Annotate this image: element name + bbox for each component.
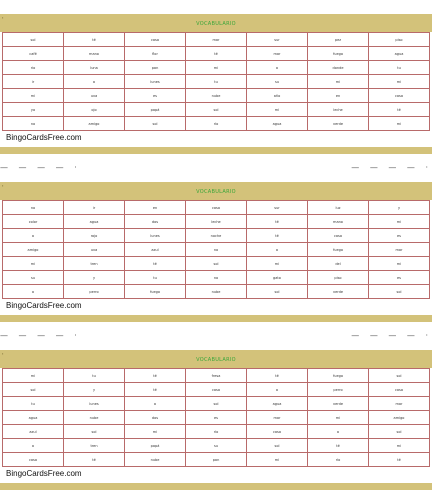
grid-cell: y <box>64 271 125 285</box>
grid-cell: pan <box>125 61 186 75</box>
grid-cell: y <box>64 383 125 397</box>
grid-cell: verde <box>308 117 369 131</box>
grid-cell: té <box>64 33 125 47</box>
grid-cell: mi <box>369 215 430 229</box>
grid-cell: su <box>186 439 247 453</box>
grid-cell: lunes <box>125 229 186 243</box>
grid-cell: mi <box>186 61 247 75</box>
grid-cell: sol <box>369 285 430 299</box>
card-title: VOCABULARIO <box>196 21 236 27</box>
grid-cell: mano <box>64 47 125 61</box>
grid-cell: sol <box>186 103 247 117</box>
card-body <box>0 32 432 147</box>
grid-row <box>3 397 430 411</box>
grid-cell: mi <box>369 117 430 131</box>
grid-cell: mar <box>369 397 430 411</box>
grid-cell: flor <box>125 47 186 61</box>
grid-cell: a <box>247 383 308 397</box>
grid-row <box>3 75 430 89</box>
grid-row <box>3 61 430 75</box>
grid-cell: tu <box>125 271 186 285</box>
bingo-card-3 <box>0 350 432 490</box>
grid-cell: perro <box>308 383 369 397</box>
grid-cell: sol <box>247 285 308 299</box>
card-footer: BingoCardsFree.com <box>6 133 82 142</box>
grid-cell: su <box>3 271 64 285</box>
card-title: VOCABULARIO <box>196 357 236 363</box>
grid-row <box>3 243 430 257</box>
grid-cell: mi <box>247 453 308 467</box>
card-title: VOCABULARIO <box>196 189 236 195</box>
grid-cell: mi <box>369 257 430 271</box>
grid-row <box>3 33 430 47</box>
grid-cell: es <box>186 411 247 425</box>
grid-cell: fuego <box>125 285 186 299</box>
grid-cell: agua <box>247 397 308 411</box>
grid-cell: es <box>369 229 430 243</box>
grid-cell: año <box>247 89 308 103</box>
grid-cell: a <box>308 425 369 439</box>
grid-cell: casa <box>3 453 64 467</box>
grid-cell: agua <box>64 215 125 229</box>
grid-cell: y <box>369 201 430 215</box>
grid-cell: té <box>125 369 186 383</box>
grid-cell: té <box>125 383 186 397</box>
grid-cell: río <box>186 117 247 131</box>
grid-cell: té <box>247 229 308 243</box>
bingo-card-2 <box>0 182 432 322</box>
grid-cell: leche <box>308 103 369 117</box>
cut-line <box>0 332 432 340</box>
grid-row <box>3 425 430 439</box>
grid-cell: verde <box>308 397 369 411</box>
bingo-card-1 <box>0 14 432 154</box>
corner-mark: ▪ <box>2 183 4 188</box>
grid-cell: pez <box>308 33 369 47</box>
grid-row <box>3 117 430 131</box>
grid-row <box>3 439 430 453</box>
cut-line-right: — — — — · <box>351 331 432 340</box>
grid-cell: café <box>3 47 64 61</box>
grid-cell: fuego <box>308 243 369 257</box>
grid-cell: nube <box>64 411 125 425</box>
grid-cell: té <box>247 369 308 383</box>
grid-cell: mi <box>3 257 64 271</box>
grid-cell: mar <box>247 47 308 61</box>
grid-cell: agua <box>369 47 430 61</box>
grid-cell: río <box>186 425 247 439</box>
bingo-grid <box>2 200 430 299</box>
grid-cell: mar <box>186 33 247 47</box>
grid-row <box>3 383 430 397</box>
grid-cell: su <box>247 75 308 89</box>
grid-cell: sol <box>3 33 64 47</box>
grid-row <box>3 369 430 383</box>
grid-cell: té <box>247 215 308 229</box>
grid-row <box>3 453 430 467</box>
grid-cell: amigo <box>369 411 430 425</box>
grid-cell: es <box>125 89 186 103</box>
grid-cell: leche <box>186 215 247 229</box>
grid-cell: nube <box>125 453 186 467</box>
grid-cell: casa <box>308 229 369 243</box>
grid-cell: sol <box>3 383 64 397</box>
grid-cell: azul <box>3 425 64 439</box>
grid-cell: mi <box>308 411 369 425</box>
grid-cell: dos <box>125 411 186 425</box>
grid-row <box>3 229 430 243</box>
grid-cell: del <box>308 257 369 271</box>
grid-cell: verde <box>308 285 369 299</box>
grid-cell: mi <box>247 257 308 271</box>
card-body <box>0 368 432 483</box>
grid-cell: tren <box>64 439 125 453</box>
grid-cell: a <box>3 285 64 299</box>
grid-cell: a <box>3 229 64 243</box>
grid-cell: no <box>3 117 64 131</box>
card-footer: BingoCardsFree.com <box>6 301 82 310</box>
bingo-grid <box>2 32 430 131</box>
grid-cell: sol <box>247 439 308 453</box>
grid-cell: mi <box>369 75 430 89</box>
grid-cell: té <box>125 257 186 271</box>
card-footer: BingoCardsFree.com <box>6 469 82 478</box>
grid-row <box>3 257 430 271</box>
cut-line <box>0 164 432 172</box>
grid-cell: es <box>369 271 430 285</box>
grid-cell: té <box>308 439 369 453</box>
grid-cell: ojo <box>64 103 125 117</box>
grid-cell: yo <box>3 103 64 117</box>
grid-row <box>3 201 430 215</box>
grid-cell: tu <box>64 369 125 383</box>
grid-cell: dos <box>125 215 186 229</box>
grid-cell: mi <box>247 103 308 117</box>
grid-cell: tren <box>64 257 125 271</box>
grid-cell: sol <box>64 425 125 439</box>
grid-row <box>3 271 430 285</box>
grid-cell: mi <box>369 439 430 453</box>
grid-cell: papá <box>125 103 186 117</box>
grid-cell: ir <box>3 75 64 89</box>
grid-cell: mar <box>369 243 430 257</box>
grid-cell: té <box>64 453 125 467</box>
grid-cell: donde <box>308 61 369 75</box>
grid-cell: no <box>3 201 64 215</box>
grid-cell: perro <box>64 285 125 299</box>
grid-cell: pan <box>186 453 247 467</box>
grid-cell: sol <box>369 369 430 383</box>
grid-cell: rojo <box>64 229 125 243</box>
grid-cell: amigo <box>64 117 125 131</box>
grid-cell: uva <box>64 243 125 257</box>
corner-mark: ▪ <box>2 15 4 20</box>
grid-cell: casa <box>369 89 430 103</box>
grid-cell: casa <box>186 201 247 215</box>
grid-cell: nube <box>186 285 247 299</box>
grid-cell: a <box>247 243 308 257</box>
grid-cell: lunes <box>125 75 186 89</box>
grid-cell: mi <box>125 425 186 439</box>
card-body <box>0 200 432 315</box>
grid-cell: en <box>125 201 186 215</box>
grid-cell: sol <box>186 257 247 271</box>
grid-cell: fuego <box>308 369 369 383</box>
grid-cell: nube <box>186 89 247 103</box>
cut-line-left: — — — — · <box>0 163 81 172</box>
grid-cell: mi <box>308 75 369 89</box>
cut-line-left: — — — — · <box>0 331 81 340</box>
grid-cell: color <box>3 215 64 229</box>
grid-cell: té <box>186 47 247 61</box>
grid-cell: agua <box>247 117 308 131</box>
grid-cell: papá <box>125 439 186 453</box>
grid-cell: a <box>247 61 308 75</box>
grid-row <box>3 103 430 117</box>
corner-mark: ▪ <box>2 351 4 356</box>
grid-cell: a <box>3 439 64 453</box>
grid-cell: no <box>186 243 247 257</box>
grid-row <box>3 89 430 103</box>
grid-cell: sur <box>247 201 308 215</box>
grid-cell: casa <box>369 383 430 397</box>
grid-cell: té <box>369 453 430 467</box>
grid-cell: sol <box>186 397 247 411</box>
grid-cell: uva <box>64 89 125 103</box>
grid-cell: casa <box>247 425 308 439</box>
grid-cell: sol <box>369 425 430 439</box>
grid-cell: mano <box>308 215 369 229</box>
grid-cell: piso <box>308 271 369 285</box>
grid-cell: fuego <box>308 47 369 61</box>
bingo-grid <box>2 368 430 467</box>
grid-cell: no <box>186 271 247 285</box>
grid-cell: sol <box>125 117 186 131</box>
grid-cell: a <box>64 75 125 89</box>
grid-cell: agua <box>3 411 64 425</box>
grid-cell: mi <box>3 369 64 383</box>
grid-cell: tu <box>3 397 64 411</box>
grid-cell: té <box>369 103 430 117</box>
grid-cell: azul <box>125 243 186 257</box>
grid-cell: luz <box>308 201 369 215</box>
grid-cell: río <box>308 453 369 467</box>
grid-cell: luna <box>64 61 125 75</box>
grid-row <box>3 47 430 61</box>
grid-row <box>3 215 430 229</box>
grid-cell: mi <box>3 89 64 103</box>
grid-cell: tu <box>186 75 247 89</box>
grid-cell: lunes <box>64 397 125 411</box>
grid-cell: ir <box>64 201 125 215</box>
grid-cell: amigo <box>3 243 64 257</box>
cut-line-right: — — — — · <box>351 163 432 172</box>
grid-cell: noche <box>186 229 247 243</box>
grid-cell: piso <box>369 33 430 47</box>
grid-row <box>3 411 430 425</box>
grid-cell: casa <box>186 383 247 397</box>
grid-cell: tu <box>369 61 430 75</box>
grid-cell: a <box>125 397 186 411</box>
grid-cell: gato <box>247 271 308 285</box>
grid-cell: fresa <box>186 369 247 383</box>
grid-cell: casa <box>125 33 186 47</box>
grid-cell: sur <box>247 33 308 47</box>
grid-cell: en <box>308 89 369 103</box>
grid-cell: mar <box>247 411 308 425</box>
grid-cell: rio <box>3 61 64 75</box>
grid-row <box>3 285 430 299</box>
